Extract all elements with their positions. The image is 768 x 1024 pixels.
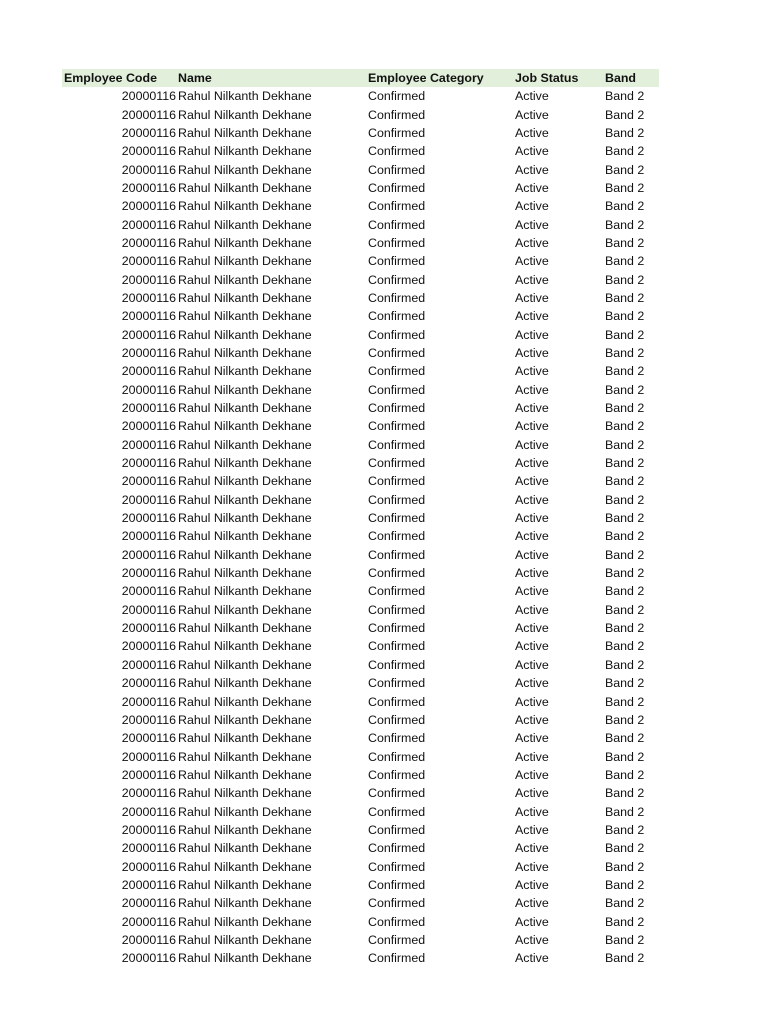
band-cell[interactable]: Band 2 [605, 272, 645, 287]
name-cell[interactable]: Rahul Nilkanth Dekhane [178, 89, 312, 104]
job-status-cell[interactable]: Active [515, 951, 549, 966]
band-cell[interactable]: Band 2 [605, 382, 645, 397]
band-cell[interactable]: Band 2 [605, 804, 645, 819]
job-status-cell[interactable]: Active [515, 217, 549, 232]
name-cell[interactable]: Rahul Nilkanth Dekhane [178, 547, 312, 562]
name-cell[interactable]: Rahul Nilkanth Dekhane [178, 529, 312, 544]
job-status-cell[interactable]: Active [515, 511, 549, 526]
band-cell[interactable]: Band 2 [605, 749, 645, 764]
table-row [62, 381, 659, 399]
band-cell[interactable]: Band 2 [605, 309, 645, 324]
job-status-cell[interactable]: Active [515, 749, 549, 764]
header-name[interactable]: Name [178, 71, 212, 85]
band-cell[interactable]: Band 2 [605, 290, 645, 305]
employee-category-cell[interactable]: Confirmed [368, 712, 426, 727]
band-cell[interactable]: Band 2 [605, 125, 645, 140]
band-cell[interactable]: Band 2 [605, 345, 645, 360]
employee-code-cell[interactable]: 20000116 [121, 529, 176, 544]
employee-category-cell[interactable]: Confirmed [368, 401, 426, 416]
employee-table [62, 69, 659, 968]
employee-code-cell[interactable]: 20000116 [121, 786, 176, 801]
table-row [62, 417, 659, 435]
employee-code-cell[interactable]: 20000116 [121, 584, 176, 599]
table-row [62, 124, 659, 142]
table-row [62, 197, 659, 215]
table-row [62, 289, 659, 307]
table-row [62, 234, 659, 252]
band-cell[interactable]: Band 2 [605, 235, 645, 250]
employee-code-cell[interactable]: 20000116 [121, 547, 176, 562]
employee-code-cell[interactable]: 20000116 [121, 345, 176, 360]
employee-code-cell[interactable]: 20000116 [121, 566, 176, 581]
name-cell[interactable]: Rahul Nilkanth Dekhane [178, 382, 312, 397]
table-row [62, 839, 659, 857]
band-cell[interactable]: Band 2 [605, 364, 645, 379]
employee-code-cell[interactable]: 20000116 [121, 382, 176, 397]
table-row [62, 564, 659, 582]
employee-category-cell[interactable]: Confirmed [368, 199, 426, 214]
table-row [62, 656, 659, 674]
table-row [62, 619, 659, 637]
employee-category-cell[interactable]: Confirmed [368, 676, 426, 691]
job-status-cell[interactable]: Active [515, 914, 549, 929]
job-status-cell[interactable]: Active [515, 419, 549, 434]
employee-category-cell[interactable]: Confirmed [368, 621, 426, 636]
table-row [62, 160, 659, 178]
employee-category-cell[interactable]: Confirmed [368, 896, 426, 911]
name-cell[interactable]: Rahul Nilkanth Dekhane [178, 162, 312, 177]
name-cell[interactable]: Rahul Nilkanth Dekhane [178, 437, 312, 452]
name-cell[interactable]: Rahul Nilkanth Dekhane [178, 309, 312, 324]
employee-code-cell[interactable]: 20000116 [121, 749, 176, 764]
band-cell[interactable]: Band 2 [605, 877, 645, 892]
name-cell[interactable]: Rahul Nilkanth Dekhane [178, 327, 312, 342]
employee-category-cell[interactable]: Confirmed [368, 419, 426, 434]
name-cell[interactable]: Rahul Nilkanth Dekhane [178, 712, 312, 727]
name-cell[interactable]: Rahul Nilkanth Dekhane [178, 639, 312, 654]
employee-category-cell[interactable]: Confirmed [368, 584, 426, 599]
name-cell[interactable]: Rahul Nilkanth Dekhane [178, 511, 312, 526]
band-cell[interactable]: Band 2 [605, 144, 645, 159]
job-status-cell[interactable]: Active [515, 492, 549, 507]
employee-code-cell[interactable]: 20000116 [121, 364, 176, 379]
employee-category-cell[interactable]: Confirmed [368, 474, 426, 489]
employee-category-cell[interactable]: Confirmed [368, 822, 426, 837]
band-cell[interactable]: Band 2 [605, 639, 645, 654]
job-status-cell[interactable]: Active [515, 786, 549, 801]
name-cell[interactable]: Rahul Nilkanth Dekhane [178, 932, 312, 947]
table-row [62, 766, 659, 784]
employee-code-cell[interactable]: 20000116 [121, 914, 176, 929]
band-cell[interactable]: Band 2 [605, 89, 645, 104]
band-cell[interactable]: Band 2 [605, 492, 645, 507]
table-row [62, 215, 659, 233]
name-cell[interactable]: Rahul Nilkanth Dekhane [178, 254, 312, 269]
employee-code-cell[interactable]: 20000116 [121, 290, 176, 305]
job-status-cell[interactable]: Active [515, 547, 549, 562]
band-cell[interactable]: Band 2 [605, 914, 645, 929]
band-cell[interactable]: Band 2 [605, 602, 645, 617]
employee-category-cell[interactable]: Confirmed [368, 529, 426, 544]
band-cell[interactable]: Band 2 [605, 327, 645, 342]
band-cell[interactable]: Band 2 [605, 584, 645, 599]
table-row [62, 87, 659, 105]
employee-code-cell[interactable]: 20000116 [121, 896, 176, 911]
name-cell[interactable]: Rahul Nilkanth Dekhane [178, 786, 312, 801]
table-row [62, 527, 659, 545]
band-cell[interactable]: Band 2 [605, 401, 645, 416]
table-row [62, 784, 659, 802]
table-row [62, 949, 659, 967]
employee-category-cell[interactable]: Confirmed [368, 345, 426, 360]
name-cell[interactable]: Rahul Nilkanth Dekhane [178, 217, 312, 232]
employee-category-cell[interactable]: Confirmed [368, 456, 426, 471]
name-cell[interactable]: Rahul Nilkanth Dekhane [178, 584, 312, 599]
name-cell[interactable]: Rahul Nilkanth Dekhane [178, 914, 312, 929]
job-status-cell[interactable]: Active [515, 932, 549, 947]
job-status-cell[interactable]: Active [515, 767, 549, 782]
employee-code-cell[interactable]: 20000116 [121, 272, 176, 287]
employee-category-cell[interactable]: Confirmed [368, 327, 426, 342]
name-cell[interactable]: Rahul Nilkanth Dekhane [178, 474, 312, 489]
employee-code-cell[interactable]: 20000116 [121, 144, 176, 159]
employee-category-cell[interactable]: Confirmed [368, 437, 426, 452]
table-row [62, 601, 659, 619]
job-status-cell[interactable]: Active [515, 345, 549, 360]
table-row [62, 325, 659, 343]
job-status-cell[interactable]: Active [515, 621, 549, 636]
job-status-cell[interactable]: Active [515, 657, 549, 672]
job-status-cell[interactable]: Active [515, 859, 549, 874]
name-cell[interactable]: Rahul Nilkanth Dekhane [178, 804, 312, 819]
employee-category-cell[interactable]: Confirmed [368, 144, 426, 159]
job-status-cell[interactable]: Active [515, 162, 549, 177]
employee-category-cell[interactable]: Confirmed [368, 382, 426, 397]
employee-category-cell[interactable]: Confirmed [368, 162, 426, 177]
band-cell[interactable]: Band 2 [605, 419, 645, 434]
employee-code-cell[interactable]: 20000116 [121, 437, 176, 452]
employee-code-cell[interactable]: 20000116 [121, 511, 176, 526]
employee-code-cell[interactable]: 20000116 [121, 731, 176, 746]
name-cell[interactable]: Rahul Nilkanth Dekhane [178, 694, 312, 709]
name-cell[interactable]: Rahul Nilkanth Dekhane [178, 456, 312, 471]
job-status-cell[interactable]: Active [515, 290, 549, 305]
table-row [62, 546, 659, 564]
job-status-cell[interactable]: Active [515, 456, 549, 471]
table-row [62, 472, 659, 490]
employee-category-cell[interactable]: Confirmed [368, 877, 426, 892]
employee-category-cell[interactable]: Confirmed [368, 914, 426, 929]
name-cell[interactable]: Rahul Nilkanth Dekhane [178, 877, 312, 892]
name-cell[interactable]: Rahul Nilkanth Dekhane [178, 731, 312, 746]
employee-code-cell[interactable]: 20000116 [121, 419, 176, 434]
band-cell[interactable]: Band 2 [605, 896, 645, 911]
job-status-cell[interactable]: Active [515, 107, 549, 122]
employee-code-cell[interactable]: 20000116 [121, 125, 176, 140]
table-row [62, 105, 659, 123]
employee-code-cell[interactable]: 20000116 [121, 309, 176, 324]
table-row [62, 674, 659, 692]
table-row [62, 582, 659, 600]
name-cell[interactable]: Rahul Nilkanth Dekhane [178, 107, 312, 122]
job-status-cell[interactable]: Active [515, 327, 549, 342]
employee-code-cell[interactable]: 20000116 [121, 492, 176, 507]
name-cell[interactable]: Rahul Nilkanth Dekhane [178, 419, 312, 434]
name-cell[interactable]: Rahul Nilkanth Dekhane [178, 602, 312, 617]
employee-code-cell[interactable]: 20000116 [121, 199, 176, 214]
band-cell[interactable]: Band 2 [605, 437, 645, 452]
job-status-cell[interactable]: Active [515, 125, 549, 140]
name-cell[interactable]: Rahul Nilkanth Dekhane [178, 364, 312, 379]
job-status-cell[interactable]: Active [515, 180, 549, 195]
band-cell[interactable]: Band 2 [605, 767, 645, 782]
employee-category-cell[interactable]: Confirmed [368, 841, 426, 856]
employee-code-cell[interactable]: 20000116 [121, 767, 176, 782]
name-cell[interactable]: Rahul Nilkanth Dekhane [178, 272, 312, 287]
name-cell[interactable]: Rahul Nilkanth Dekhane [178, 566, 312, 581]
band-cell[interactable]: Band 2 [605, 932, 645, 947]
job-status-cell[interactable]: Active [515, 309, 549, 324]
job-status-cell[interactable]: Active [515, 712, 549, 727]
job-status-cell[interactable]: Active [515, 822, 549, 837]
table-row [62, 876, 659, 894]
name-cell[interactable]: Rahul Nilkanth Dekhane [178, 621, 312, 636]
employee-code-cell[interactable]: 20000116 [121, 822, 176, 837]
band-cell[interactable]: Band 2 [605, 712, 645, 727]
job-status-cell[interactable]: Active [515, 382, 549, 397]
header-band[interactable]: Band [605, 71, 636, 85]
table-row [62, 270, 659, 288]
employee-category-cell[interactable]: Confirmed [368, 125, 426, 140]
employee-category-cell[interactable]: Confirmed [368, 639, 426, 654]
job-status-cell[interactable]: Active [515, 401, 549, 416]
employee-code-cell[interactable]: 20000116 [121, 456, 176, 471]
employee-code-cell[interactable]: 20000116 [121, 657, 176, 672]
employee-category-cell[interactable]: Confirmed [368, 767, 426, 782]
band-cell[interactable]: Band 2 [605, 217, 645, 232]
band-cell[interactable]: Band 2 [605, 107, 645, 122]
employee-category-cell[interactable]: Confirmed [368, 694, 426, 709]
employee-code-cell[interactable]: 20000116 [121, 180, 176, 195]
employee-category-cell[interactable]: Confirmed [368, 602, 426, 617]
employee-category-cell[interactable]: Confirmed [368, 492, 426, 507]
band-cell[interactable]: Band 2 [605, 657, 645, 672]
table-row [62, 307, 659, 325]
employee-code-cell[interactable]: 20000116 [121, 932, 176, 947]
employee-category-cell[interactable]: Confirmed [368, 547, 426, 562]
employee-category-cell[interactable]: Confirmed [368, 180, 426, 195]
employee-category-cell[interactable]: Confirmed [368, 657, 426, 672]
name-cell[interactable]: Rahul Nilkanth Dekhane [178, 180, 312, 195]
name-cell[interactable]: Rahul Nilkanth Dekhane [178, 767, 312, 782]
table-row [62, 454, 659, 472]
table-row [62, 399, 659, 417]
employee-category-cell[interactable]: Confirmed [368, 859, 426, 874]
band-cell[interactable]: Band 2 [605, 199, 645, 214]
employee-category-cell[interactable]: Confirmed [368, 364, 426, 379]
table-row [62, 931, 659, 949]
table-row [62, 637, 659, 655]
name-cell[interactable]: Rahul Nilkanth Dekhane [178, 345, 312, 360]
job-status-cell[interactable]: Active [515, 731, 549, 746]
employee-code-cell[interactable]: 20000116 [121, 694, 176, 709]
table-row [62, 857, 659, 875]
employee-code-cell[interactable]: 20000116 [121, 474, 176, 489]
band-cell[interactable]: Band 2 [605, 162, 645, 177]
employee-category-cell[interactable]: Confirmed [368, 566, 426, 581]
employee-category-cell[interactable]: Confirmed [368, 932, 426, 947]
table-row [62, 436, 659, 454]
name-cell[interactable]: Rahul Nilkanth Dekhane [178, 896, 312, 911]
table-row [62, 509, 659, 527]
job-status-cell[interactable]: Active [515, 199, 549, 214]
job-status-cell[interactable]: Active [515, 639, 549, 654]
employee-category-cell[interactable]: Confirmed [368, 290, 426, 305]
band-cell[interactable]: Band 2 [605, 676, 645, 691]
band-cell[interactable]: Band 2 [605, 621, 645, 636]
name-cell[interactable]: Rahul Nilkanth Dekhane [178, 492, 312, 507]
name-cell[interactable]: Rahul Nilkanth Dekhane [178, 951, 312, 966]
employee-code-cell[interactable]: 20000116 [121, 951, 176, 966]
table-row [62, 729, 659, 747]
name-cell[interactable]: Rahul Nilkanth Dekhane [178, 676, 312, 691]
job-status-cell[interactable]: Active [515, 804, 549, 819]
name-cell[interactable]: Rahul Nilkanth Dekhane [178, 401, 312, 416]
employee-code-cell[interactable]: 20000116 [121, 859, 176, 874]
employee-code-cell[interactable]: 20000116 [121, 327, 176, 342]
employee-category-cell[interactable]: Confirmed [368, 254, 426, 269]
table-body [62, 87, 659, 968]
job-status-cell[interactable]: Active [515, 235, 549, 250]
name-cell[interactable]: Rahul Nilkanth Dekhane [178, 841, 312, 856]
employee-category-cell[interactable]: Confirmed [368, 217, 426, 232]
name-cell[interactable]: Rahul Nilkanth Dekhane [178, 657, 312, 672]
name-cell[interactable]: Rahul Nilkanth Dekhane [178, 749, 312, 764]
employee-category-cell[interactable]: Confirmed [368, 749, 426, 764]
job-status-cell[interactable]: Active [515, 144, 549, 159]
employee-category-cell[interactable]: Confirmed [368, 309, 426, 324]
employee-category-cell[interactable]: Confirmed [368, 731, 426, 746]
employee-code-cell[interactable]: 20000116 [121, 162, 176, 177]
band-cell[interactable]: Band 2 [605, 254, 645, 269]
job-status-cell[interactable]: Active [515, 529, 549, 544]
employee-category-cell[interactable]: Confirmed [368, 951, 426, 966]
header-employee-category[interactable]: Employee Category [368, 71, 484, 85]
name-cell[interactable]: Rahul Nilkanth Dekhane [178, 822, 312, 837]
table-row [62, 711, 659, 729]
job-status-cell[interactable]: Active [515, 437, 549, 452]
employee-code-cell[interactable]: 20000116 [121, 254, 176, 269]
band-cell[interactable]: Band 2 [605, 731, 645, 746]
employee-category-cell[interactable]: Confirmed [368, 786, 426, 801]
header-employee-code[interactable]: Employee Code [64, 71, 157, 85]
job-status-cell[interactable]: Active [515, 254, 549, 269]
band-cell[interactable]: Band 2 [605, 951, 645, 966]
job-status-cell[interactable]: Active [515, 841, 549, 856]
employee-category-cell[interactable]: Confirmed [368, 511, 426, 526]
table-row [62, 912, 659, 930]
job-status-cell[interactable]: Active [515, 896, 549, 911]
name-cell[interactable]: Rahul Nilkanth Dekhane [178, 144, 312, 159]
band-cell[interactable]: Band 2 [605, 474, 645, 489]
table-header-row [62, 69, 659, 87]
employee-code-cell[interactable]: 20000116 [121, 217, 176, 232]
employee-category-cell[interactable]: Confirmed [368, 235, 426, 250]
band-cell[interactable]: Band 2 [605, 841, 645, 856]
job-status-cell[interactable]: Active [515, 89, 549, 104]
job-status-cell[interactable]: Active [515, 602, 549, 617]
table-row [62, 252, 659, 270]
employee-code-cell[interactable]: 20000116 [121, 804, 176, 819]
band-cell[interactable]: Band 2 [605, 180, 645, 195]
job-status-cell[interactable]: Active [515, 676, 549, 691]
band-cell[interactable]: Band 2 [605, 822, 645, 837]
table-row [62, 491, 659, 509]
table-row [62, 747, 659, 765]
table-row [62, 692, 659, 710]
table-row [62, 894, 659, 912]
employee-category-cell[interactable]: Confirmed [368, 804, 426, 819]
table-row [62, 362, 659, 380]
band-cell[interactable]: Band 2 [605, 786, 645, 801]
name-cell[interactable]: Rahul Nilkanth Dekhane [178, 199, 312, 214]
band-cell[interactable]: Band 2 [605, 511, 645, 526]
job-status-cell[interactable]: Active [515, 474, 549, 489]
band-cell[interactable]: Band 2 [605, 566, 645, 581]
table-row [62, 344, 659, 362]
job-status-cell[interactable]: Active [515, 877, 549, 892]
table-row [62, 821, 659, 839]
employee-code-cell[interactable]: 20000116 [121, 89, 176, 104]
name-cell[interactable]: Rahul Nilkanth Dekhane [178, 859, 312, 874]
employee-code-cell[interactable]: 20000116 [121, 107, 176, 122]
band-cell[interactable]: Band 2 [605, 547, 645, 562]
name-cell[interactable]: Rahul Nilkanth Dekhane [178, 125, 312, 140]
employee-code-cell[interactable]: 20000116 [121, 639, 176, 654]
employee-code-cell[interactable]: 20000116 [121, 877, 176, 892]
band-cell[interactable]: Band 2 [605, 859, 645, 874]
employee-code-cell[interactable]: 20000116 [121, 602, 176, 617]
name-cell[interactable]: Rahul Nilkanth Dekhane [178, 235, 312, 250]
employee-code-cell[interactable]: 20000116 [121, 235, 176, 250]
table-row [62, 802, 659, 820]
band-cell[interactable]: Band 2 [605, 694, 645, 709]
job-status-cell[interactable]: Active [515, 694, 549, 709]
table-row [62, 142, 659, 160]
name-cell[interactable]: Rahul Nilkanth Dekhane [178, 290, 312, 305]
job-status-cell[interactable]: Active [515, 272, 549, 287]
employee-category-cell[interactable]: Confirmed [368, 89, 426, 104]
job-status-cell[interactable]: Active [515, 584, 549, 599]
employee-code-cell[interactable]: 20000116 [121, 676, 176, 691]
employee-category-cell[interactable]: Confirmed [368, 107, 426, 122]
band-cell[interactable]: Band 2 [605, 529, 645, 544]
table-row [62, 179, 659, 197]
band-cell[interactable]: Band 2 [605, 456, 645, 471]
employee-category-cell[interactable]: Confirmed [368, 272, 426, 287]
employee-code-cell[interactable]: 20000116 [121, 841, 176, 856]
job-status-cell[interactable]: Active [515, 566, 549, 581]
employee-code-cell[interactable]: 20000116 [121, 401, 176, 416]
job-status-cell[interactable]: Active [515, 364, 549, 379]
employee-code-cell[interactable]: 20000116 [121, 712, 176, 727]
header-job-status[interactable]: Job Status [515, 71, 579, 85]
employee-code-cell[interactable]: 20000116 [121, 621, 176, 636]
